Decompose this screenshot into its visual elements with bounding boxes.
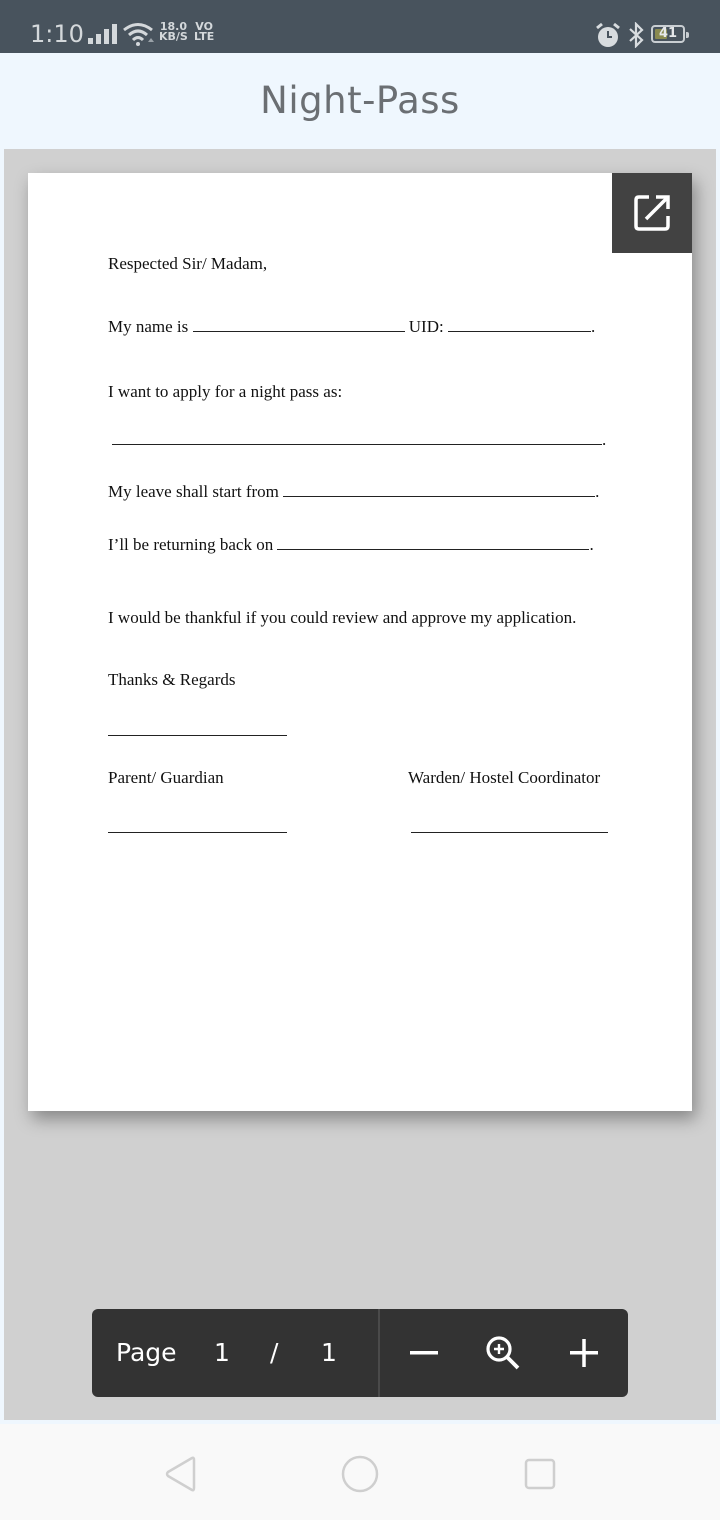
student-signature-line[interactable] — [108, 735, 287, 736]
page-title: Night-Pass — [260, 79, 460, 122]
signal-icon — [88, 24, 118, 44]
net-speed-unit: KB/S — [159, 30, 188, 43]
name-line — [108, 316, 595, 337]
open-in-new-icon — [632, 193, 672, 233]
pdf-viewer[interactable] — [4, 149, 716, 1420]
recents-icon — [522, 1456, 558, 1492]
home-icon — [340, 1454, 380, 1494]
current-page-input[interactable]: 1 — [214, 1338, 230, 1367]
closing-text: Thanks & Regards — [108, 670, 236, 689]
back-icon — [162, 1454, 198, 1494]
plus-icon — [568, 1337, 600, 1369]
page-label: Page — [116, 1338, 177, 1367]
zoom-reset-button[interactable] — [479, 1329, 527, 1377]
zoom-in-icon — [483, 1333, 523, 1373]
battery-tip — [686, 32, 689, 38]
status-time: 1:10 — [30, 20, 84, 48]
app-header — [0, 53, 720, 149]
thankful-text: I would be thankful if you could review and approve my application. — [108, 608, 577, 627]
reason-line — [112, 429, 606, 450]
warden-label: Warden/ Hostel Coordinator — [408, 768, 601, 787]
name-label: My name is — [108, 317, 189, 336]
back-button[interactable] — [158, 1452, 202, 1496]
leave-start-label: My leave shall start from — [108, 482, 279, 501]
volte-top: VO — [195, 20, 213, 33]
period: . — [602, 430, 607, 449]
reason-blank[interactable] — [112, 429, 602, 445]
returning-line — [108, 534, 594, 555]
page-separator: / — [270, 1338, 279, 1367]
volte-indicator — [194, 22, 214, 42]
returning-label: I’ll be returning back on — [108, 535, 274, 554]
leave-start-blank[interactable] — [283, 481, 595, 497]
name-blank[interactable] — [193, 316, 405, 332]
warden-signature-line[interactable] — [411, 832, 608, 833]
leave-start-line — [108, 481, 599, 502]
uid-blank[interactable] — [448, 316, 591, 332]
volte-bottom: LTE — [194, 30, 215, 43]
parent-label: Parent/ Guardian — [108, 768, 224, 787]
zoom-out-button[interactable] — [400, 1329, 448, 1377]
zoom-in-button[interactable] — [560, 1329, 608, 1377]
bluetooth-icon — [626, 22, 646, 48]
period: . — [590, 317, 596, 336]
status-bar — [0, 0, 720, 53]
minus-icon — [408, 1337, 440, 1369]
recents-button[interactable] — [518, 1452, 562, 1496]
wifi-icon — [122, 22, 154, 46]
returning-blank[interactable] — [277, 534, 589, 550]
battery-level: 41 — [658, 26, 678, 41]
uid-label: UID: — [408, 317, 444, 336]
period: . — [595, 482, 600, 501]
greeting: Respected Sir/ Madam, — [108, 254, 268, 273]
open-external-button[interactable] — [612, 173, 692, 253]
toolbar-divider — [378, 1309, 380, 1397]
home-button[interactable] — [338, 1452, 382, 1496]
net-speed-value: 18.0 — [159, 20, 187, 33]
system-nav-bar — [0, 1424, 720, 1520]
total-pages: 1 — [321, 1338, 337, 1367]
period: . — [589, 535, 594, 554]
apply-text: I want to apply for a night pass as: — [108, 382, 343, 401]
parent-signature-line[interactable] — [108, 832, 287, 833]
pdf-page — [28, 173, 692, 1111]
battery-icon — [651, 25, 685, 43]
alarm-icon — [595, 22, 621, 48]
network-speed — [159, 22, 188, 42]
pdf-toolbar — [92, 1309, 628, 1397]
